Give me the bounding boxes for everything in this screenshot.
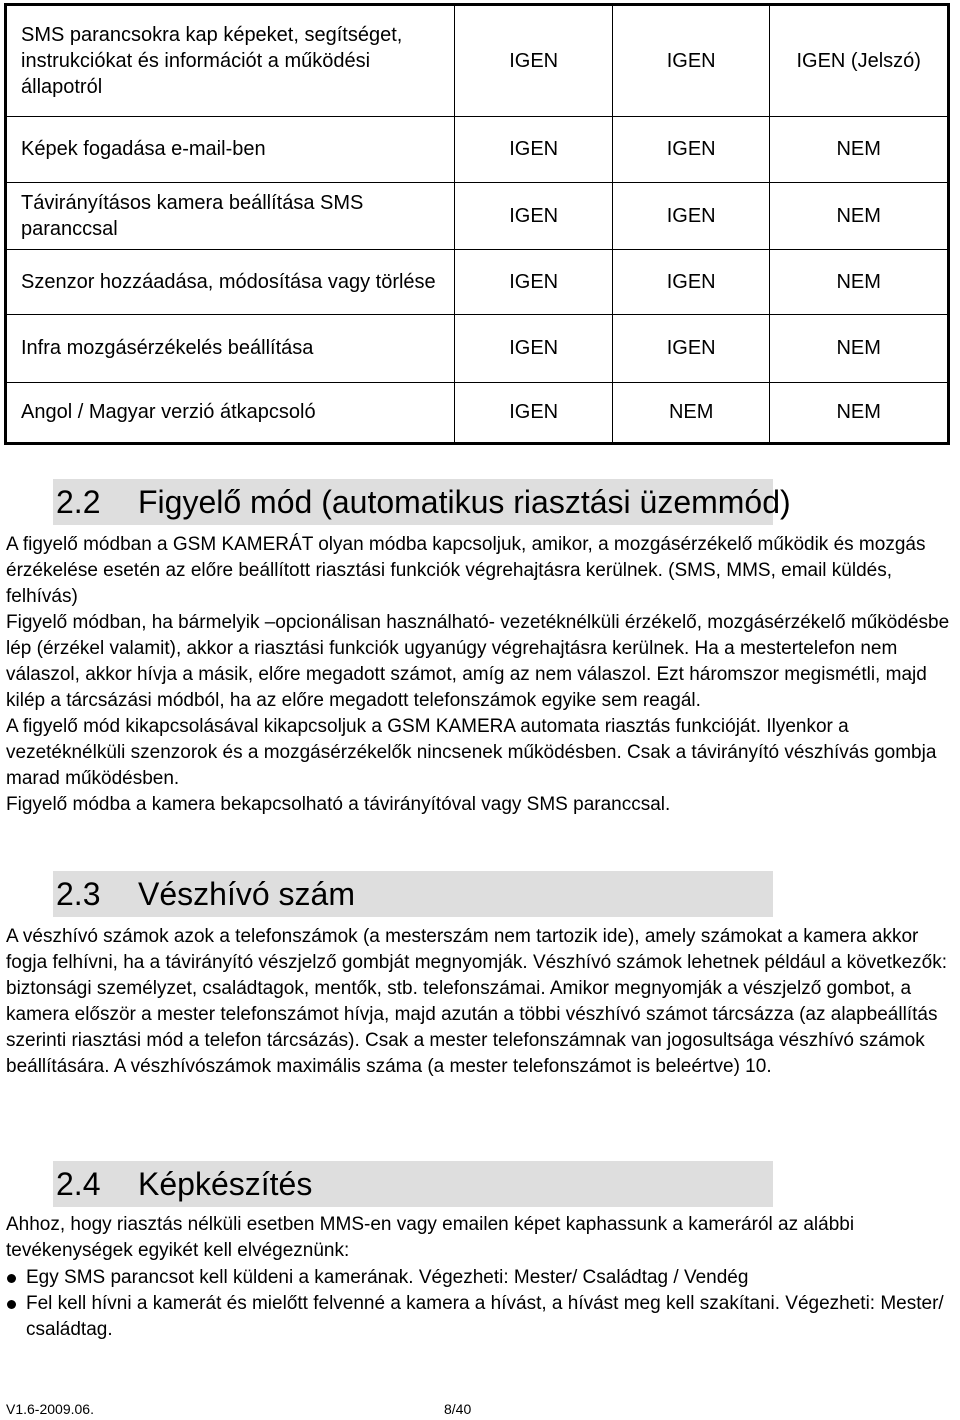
list-item — [6, 1265, 950, 1291]
section-title: Képkészítés — [138, 1166, 313, 1202]
table-row — [6, 116, 949, 182]
section-heading-2-2 — [53, 479, 791, 525]
value-cell: IGEN — [612, 5, 770, 117]
value-cell: IGEN — [455, 5, 613, 117]
value-cell: IGEN — [612, 116, 770, 182]
table-row — [6, 249, 949, 314]
feature-cell: Távirányításos kamera beállítása SMS paranccsal — [6, 183, 455, 249]
value-cell: NEM — [770, 382, 949, 443]
feature-cell: Szenzor hozzáadása, módosítása vagy törlése — [6, 249, 455, 314]
table-row — [6, 183, 949, 249]
feature-cell: Képek fogadása e-mail-ben — [6, 116, 455, 182]
section-2-3-body — [6, 924, 950, 1080]
feature-cell: Infra mozgásérzékelés beállítása — [6, 315, 455, 382]
section-2-2-body — [6, 532, 950, 818]
value-cell: IGEN — [455, 249, 613, 314]
value-cell: IGEN — [455, 116, 613, 182]
table-row — [6, 5, 949, 117]
table-row — [6, 315, 949, 382]
section-number: 2.3 — [56, 876, 101, 912]
bullet-icon — [7, 1300, 16, 1309]
paragraph: Ahhoz, hogy riasztás nélküli esetben MMS-en vagy emailen képet kaphassunk a kameráról az alábbi tevékenységek egyikét kell elvégeznünk: — [6, 1214, 855, 1261]
value-cell: IGEN — [612, 315, 770, 382]
value-cell: NEM — [770, 249, 949, 314]
section-number: 2.4 — [56, 1166, 101, 1202]
value-cell: NEM — [770, 315, 949, 382]
section-title: Figyelő mód (automatikus riasztási üzemmód) — [138, 484, 791, 520]
section-title: Vészhívó szám — [138, 876, 355, 912]
value-cell: IGEN (Jelszó) — [770, 5, 949, 117]
value-cell: IGEN — [455, 315, 613, 382]
paragraph: A figyelő mód kikapcsolásával kikapcsoljuk a GSM KAMERA automata riasztás funkcióját. Ilyenkor a vezetéknélküli szenzorok és a mozgásérzékelők nincsenek működésben. Csak a távirányító vészhívás gombja marad működésben. — [6, 716, 937, 789]
paragraph: Figyelő módban, ha bármelyik –opcionálisan használható- vezetéknélküli érzékelő, mozgásérzékelő működésbe lép (érzékel valamit), akkor a riasztási funkciók ugyanúgy végrehajtásra kerülnek. Ha a mestertelefon nem válaszol, akkor hívja a másik, előre megadott számot, amíg az nem válaszol. Ezt háromszor megismétli, majd kilép a tárcsázási módból, ha az előre megadott telefonszámok egyike sem reagál. — [6, 612, 950, 711]
value-cell: NEM — [612, 382, 770, 443]
list-item-text: Fel kell hívni a kamerát és mielőtt felvenné a kamera a hívást, a hívást meg kell szakítani. Végezheti: Mester/ családtag. — [26, 1293, 944, 1340]
section-heading-2-3 — [53, 871, 773, 917]
list-item-text: Egy SMS parancsot kell küldeni a kamerának. Végezheti: Mester/ Családtag / Vendég — [26, 1267, 749, 1288]
footer-version: V1.6-2009.06. — [6, 1401, 94, 1417]
value-cell: NEM — [770, 183, 949, 249]
feature-table — [4, 3, 950, 445]
value-cell: NEM — [770, 116, 949, 182]
value-cell: IGEN — [455, 183, 613, 249]
value-cell: IGEN — [455, 382, 613, 443]
paragraph: A vészhívó számok azok a telefonszámok (a mesterszám nem tartozik ide), amely számokat a kamera akkor fogja felhívni, ha a távirányító vészjelző gombját megnyomják. Vészhívó számok lehetnek például a következők: biztonsági személyzet, családtagok, mentők, stb. telefonszámai. Amikor megnyomják a vészjelző gombot, a kamera először a mester telefonszámot hívja, majd azután a többi vészhívó számot tárcsázza (az alapbeállítás szerinti riasztási mód a telefon tárcsázás). Csak a mester telefonszámnak van jogosultsága vészhívó számok beállítására. A vészhívószámok maximális száma (a mester telefonszámot is beleértve) 10. — [6, 926, 948, 1077]
feature-cell: SMS parancsokra kap képeket, segítséget, instrukciókat és információt a működési állapotról — [6, 5, 455, 117]
value-cell: IGEN — [612, 183, 770, 249]
paragraph: Figyelő módba a kamera bekapcsolható a távirányítóval vagy SMS paranccsal. — [6, 794, 671, 815]
table-row — [6, 382, 949, 443]
section-heading-2-4 — [53, 1161, 773, 1207]
paragraph: A figyelő módban a GSM KAMERÁT olyan módba kapcsoljuk, amikor, a mozgásérzékelő működik és mozgás érzékelése esetén az előre beállított riasztási funkciók végrehajtásra kerülnek. (SMS, MMS, email küldés, felhívás) — [6, 534, 926, 607]
bullet-icon — [7, 1274, 16, 1283]
footer-page-number: 8/40 — [444, 1401, 472, 1417]
section-number: 2.2 — [56, 484, 101, 520]
value-cell: IGEN — [612, 249, 770, 314]
list-item — [6, 1291, 950, 1343]
section-2-4-body — [6, 1212, 950, 1264]
feature-cell: Angol / Magyar verzió átkapcsoló — [6, 382, 455, 443]
bullet-list — [6, 1265, 950, 1343]
